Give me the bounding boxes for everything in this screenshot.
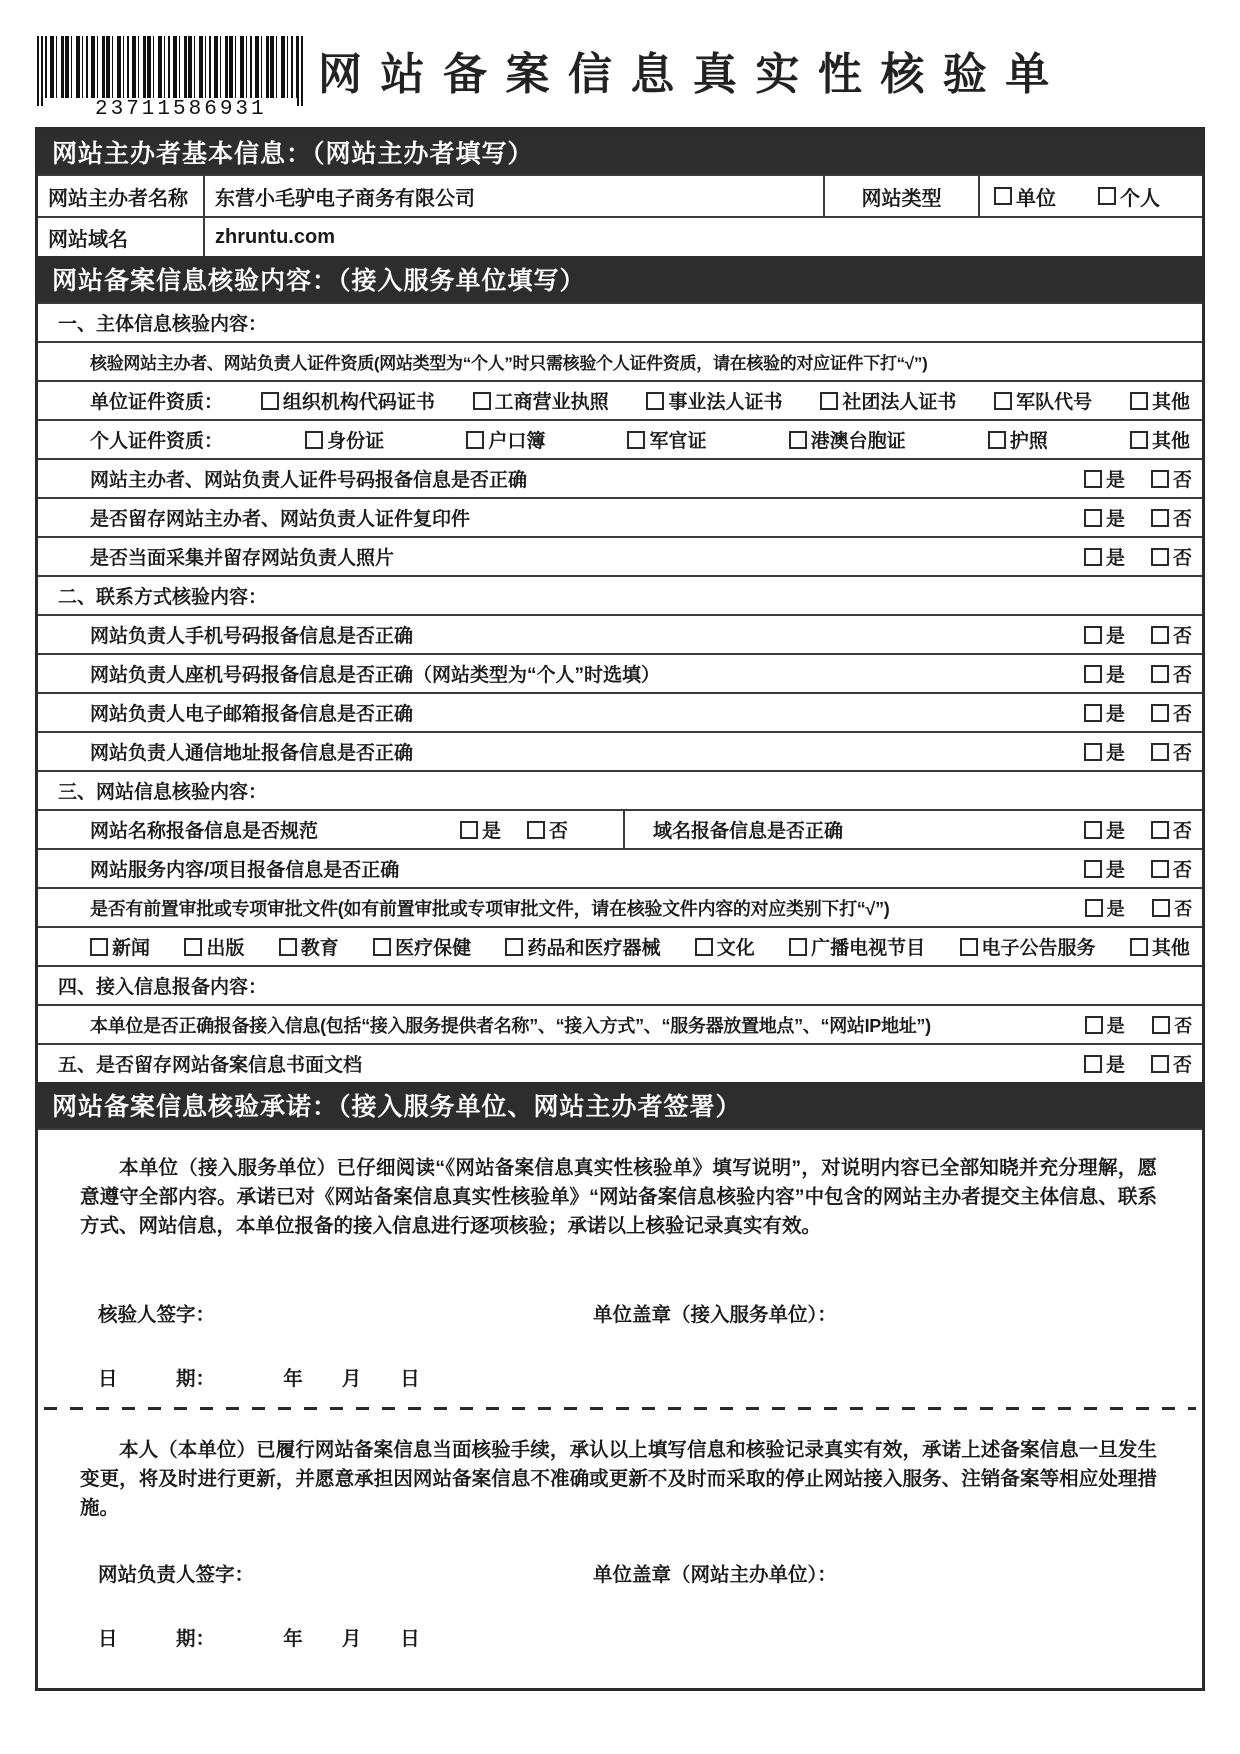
row-unit-cert xyxy=(38,380,1202,419)
option-label: 社团法人证书 xyxy=(842,392,957,413)
item-label: 网站负责人通信地址报备信息是否正确 xyxy=(90,743,414,764)
row-site-name-and-domain xyxy=(38,809,1202,848)
row-paper-document-kept xyxy=(38,1043,1202,1082)
yes-label: 是 xyxy=(1105,626,1125,647)
date-row-owner: 日 期： 年 月 日 xyxy=(98,1628,420,1650)
item-label: 是否有前置审批或专项审批文件(如有前置审批或专项审批文件，请在核验文件内容的对应类别下打“√”) xyxy=(90,898,890,919)
checkbox-yes[interactable] xyxy=(1085,899,1103,917)
option-label: 医疗保健 xyxy=(395,938,472,959)
option-label: 其他 xyxy=(1151,392,1190,413)
yes-no-group xyxy=(1084,1050,1202,1077)
yes-no-group xyxy=(1084,855,1202,882)
yes-no-group xyxy=(1084,543,1202,570)
no-label: 否 xyxy=(1172,743,1192,764)
checkbox-yes[interactable] xyxy=(1084,626,1102,644)
row-address-correct xyxy=(38,731,1202,770)
yes-label: 是 xyxy=(1106,898,1125,919)
promise-section xyxy=(38,1128,1202,1688)
checkbox-no[interactable] xyxy=(1151,548,1169,566)
site-type-options xyxy=(978,176,1202,216)
site-manager-signature-label: 网站负责人签字： xyxy=(98,1564,255,1586)
yes-no-group xyxy=(1084,660,1202,687)
checkbox-yes[interactable] xyxy=(1084,821,1102,839)
yes-label: 是 xyxy=(481,821,501,842)
checkbox-education[interactable] xyxy=(279,938,297,956)
no-label: 否 xyxy=(1172,626,1192,647)
no-label: 否 xyxy=(548,821,568,842)
option-label: 文化 xyxy=(716,938,755,959)
heading-subject-info: 一、主体信息核验内容： xyxy=(38,302,1202,341)
date-row-isp: 日 期： 年 月 日 xyxy=(98,1368,420,1390)
checkbox-id-card[interactable] xyxy=(305,431,323,449)
option-label: 其他 xyxy=(1151,431,1190,452)
checkbox-news[interactable] xyxy=(90,938,108,956)
yes-label: 是 xyxy=(1105,704,1125,725)
yes-label: 是 xyxy=(1105,548,1125,569)
checkbox-no[interactable] xyxy=(1151,821,1169,839)
option-label: 电子公告服务 xyxy=(981,938,1096,959)
yes-label: 是 xyxy=(1105,821,1125,842)
checkbox-hk-macau-taiwan-id[interactable] xyxy=(789,431,807,449)
option-label: 出版 xyxy=(206,938,245,959)
option-label: 新闻 xyxy=(112,938,151,959)
yes-no-group xyxy=(1085,1012,1202,1038)
item-label: 是否留存网站主办者、网站负责人证件复印件 xyxy=(90,509,471,530)
no-label: 否 xyxy=(1172,470,1192,491)
yes-label: 是 xyxy=(1105,509,1125,530)
checkbox-military-code[interactable] xyxy=(994,392,1012,410)
option-label: 户口簿 xyxy=(488,431,546,452)
checkbox-no[interactable] xyxy=(1151,470,1169,488)
section-bar-owner-info: 网站主办者基本信息：（网站主办者填写） xyxy=(38,130,1202,174)
option-label: 教育 xyxy=(300,938,339,959)
yes-label: 是 xyxy=(1105,860,1125,881)
checkbox-yes[interactable] xyxy=(1084,509,1102,527)
item-label: 网站负责人座机号码报备信息是否正确（网站类型为“个人”时选填） xyxy=(90,665,661,686)
item-label: 本单位是否正确报备接入信息(包括“接入服务提供者名称”、“接入方式”、“服务器放置地点”、“网站IP地址”) xyxy=(90,1015,931,1036)
domain-label: 网站域名 xyxy=(48,228,128,251)
option-label: 护照 xyxy=(1009,431,1048,452)
checkbox-unit-other[interactable] xyxy=(1130,392,1148,410)
no-label: 否 xyxy=(1172,704,1192,725)
item-label: 网站负责人电子邮箱报备信息是否正确 xyxy=(90,704,414,725)
yes-label: 是 xyxy=(1105,1055,1125,1076)
heading-website-info: 三、网站信息核验内容： xyxy=(38,770,1202,809)
site-type-unit-label: 单位 xyxy=(1016,187,1056,210)
checkbox-publishing[interactable] xyxy=(184,938,202,956)
item-label: 五、是否留存网站备案信息书面文档 xyxy=(58,1055,363,1076)
row-approval-categories xyxy=(38,926,1202,965)
site-type-personal-label: 个人 xyxy=(1120,187,1160,210)
yes-no-group xyxy=(460,816,623,843)
sign-row-verifier xyxy=(38,1299,1202,1327)
personal-cert-label: 个人证件资质： xyxy=(90,431,224,452)
isp-seal-label: 单位盖章（接入服务单位）： xyxy=(593,1304,837,1326)
checkbox-culture[interactable] xyxy=(695,938,713,956)
owner-seal-label: 单位盖章（网站主办单位）： xyxy=(593,1564,837,1586)
option-label: 军官证 xyxy=(649,431,707,452)
item-label: 网站名称报备信息是否规范 xyxy=(90,821,319,842)
dashed-divider xyxy=(44,1407,1196,1410)
yes-label: 是 xyxy=(1105,743,1125,764)
option-label: 广播电视节目 xyxy=(811,938,926,959)
item-label: 是否当面采集并留存网站负责人照片 xyxy=(90,548,395,569)
item-label: 网站负责人手机号码报备信息是否正确 xyxy=(90,626,414,647)
domain-value: zhruntu.com xyxy=(203,218,1202,256)
checkbox-no[interactable] xyxy=(1151,509,1169,527)
checkbox-association-cert[interactable] xyxy=(820,392,838,410)
promise-paragraph-owner: 本人（本单位）已履行网站备案信息当面核验手续，承认以上填写信息和核验记录真实有效，承诺上述备案信息一旦发生变更，将及时进行更新，并愿意承担因网站备案信息不准确或更新不及时而采取的停止网站接入服务、注销备案等相应处理措施。 xyxy=(80,1439,1157,1519)
page-title: 网站备案信息真实性核验单 xyxy=(318,50,1068,99)
item-label: 网站主办者、网站负责人证件号码报备信息是否正确 xyxy=(90,470,528,491)
checkbox-personal-other[interactable] xyxy=(1130,431,1148,449)
domain-item xyxy=(623,811,1202,848)
option-label: 事业法人证书 xyxy=(668,392,783,413)
yes-no-group xyxy=(1084,699,1202,726)
section-bar-promise: 网站备案信息核验承诺：（接入服务单位、网站主办者签署） xyxy=(38,1082,1202,1128)
row-landline-correct xyxy=(38,653,1202,692)
heading-access-info: 四、接入信息报备内容： xyxy=(38,965,1202,1004)
checkbox-no[interactable] xyxy=(1151,665,1169,683)
checkbox-yes[interactable] xyxy=(460,821,478,839)
no-label: 否 xyxy=(1174,1015,1192,1036)
yes-no-group xyxy=(1084,738,1202,765)
row-service-content-correct xyxy=(38,848,1202,887)
promise-paragraph-isp: 本单位（接入服务单位）已仔细阅读“《网站备案信息真实性核验单》填写说明”，对说明内容已全部知晓并充分理解，愿意遵守全部内容。承诺已对《网站备案信息真实性核验单》“网站备案信息核验内容”中包含的网站主办者提交主体信息、联系方式、网站信息，本单位报备的接入信息进行逐项核验；承诺以上核验记录真实有效。 xyxy=(80,1157,1157,1237)
row-domain xyxy=(38,216,1202,256)
site-name-item xyxy=(38,811,623,848)
checkbox-yes[interactable] xyxy=(1084,860,1102,878)
subject-note: 核验网站主办者、网站负责人证件资质(网站类型为“个人”时只需核验个人证件资质，请在核验的对应证件下打“√”) xyxy=(38,341,1202,380)
checkbox-no[interactable] xyxy=(1151,626,1169,644)
option-label: 军队代号 xyxy=(1016,392,1093,413)
item-label: 网站服务内容/项目报备信息是否正确 xyxy=(90,860,400,881)
yes-label: 是 xyxy=(1106,1015,1125,1036)
no-label: 否 xyxy=(1172,665,1192,686)
no-label: 否 xyxy=(1172,509,1192,530)
row-photo-collected xyxy=(38,536,1202,575)
checkbox-yes[interactable] xyxy=(1084,470,1102,488)
checkbox-no[interactable] xyxy=(1151,1055,1169,1073)
checkbox-broadcast-tv[interactable] xyxy=(789,938,807,956)
option-label: 工商营业执照 xyxy=(494,392,609,413)
no-label: 否 xyxy=(1172,548,1192,569)
checkbox-military-id[interactable] xyxy=(627,431,645,449)
checkbox-no[interactable] xyxy=(1151,743,1169,761)
row-pre-approval xyxy=(38,887,1202,926)
section-bar-verify-content: 网站备案信息核验内容：（接入服务单位填写） xyxy=(38,256,1202,302)
verifier-signature-label: 核验人签字： xyxy=(98,1304,216,1326)
form-header xyxy=(35,0,1205,127)
checkbox-bbs-service[interactable] xyxy=(960,938,978,956)
checkbox-no[interactable] xyxy=(1152,1016,1170,1034)
checkbox-yes[interactable] xyxy=(1084,1055,1102,1073)
barcode-number: 23711586931 xyxy=(95,98,267,121)
checkbox-category-other[interactable] xyxy=(1130,938,1148,956)
checkbox-drugs-devices[interactable] xyxy=(505,938,523,956)
owner-name-label: 网站主办者名称 xyxy=(48,187,188,210)
checkbox-yes[interactable] xyxy=(1084,743,1102,761)
checkbox-org-code-cert[interactable] xyxy=(261,392,279,410)
yes-no-group xyxy=(1084,816,1202,843)
option-label: 港澳台胞证 xyxy=(810,431,906,452)
heading-contact-info: 二、联系方式核验内容： xyxy=(38,575,1202,614)
row-cert-copy-kept xyxy=(38,497,1202,536)
form-table xyxy=(35,127,1205,1691)
yes-no-group xyxy=(1085,895,1202,921)
checkbox-institution-cert[interactable] xyxy=(646,392,664,410)
row-access-info-correct xyxy=(38,1004,1202,1043)
checkbox-yes[interactable] xyxy=(1084,704,1102,722)
yes-no-group xyxy=(1084,465,1202,492)
yes-label: 是 xyxy=(1105,665,1125,686)
row-personal-cert xyxy=(38,419,1202,458)
barcode-image xyxy=(45,36,297,98)
checkbox-no[interactable] xyxy=(1152,899,1170,917)
yes-no-group xyxy=(1084,504,1202,531)
checkbox-no[interactable] xyxy=(527,821,545,839)
checkbox-yes[interactable] xyxy=(1085,1016,1103,1034)
checkbox-no[interactable] xyxy=(1151,860,1169,878)
checkbox-business-license[interactable] xyxy=(473,392,491,410)
item-label: 域名报备信息是否正确 xyxy=(653,821,844,842)
yes-no-group xyxy=(1084,621,1202,648)
no-label: 否 xyxy=(1174,898,1192,919)
owner-name-value: 东营小毛驴电子商务有限公司 xyxy=(203,176,823,216)
no-label: 否 xyxy=(1172,860,1192,881)
row-owner-name xyxy=(38,174,1202,216)
no-label: 否 xyxy=(1172,821,1192,842)
checkbox-passport[interactable] xyxy=(988,431,1006,449)
checkbox-site-type-unit[interactable] xyxy=(994,187,1012,205)
unit-cert-label: 单位证件资质： xyxy=(90,392,224,413)
option-label: 身份证 xyxy=(327,431,385,452)
checkbox-healthcare[interactable] xyxy=(373,938,391,956)
checkbox-yes[interactable] xyxy=(1084,548,1102,566)
sign-row-site-manager xyxy=(38,1559,1202,1587)
checkbox-site-type-personal[interactable] xyxy=(1098,187,1116,205)
checkbox-yes[interactable] xyxy=(1084,665,1102,683)
option-label: 药品和医疗器械 xyxy=(527,938,661,959)
row-email-correct xyxy=(38,692,1202,731)
yes-label: 是 xyxy=(1105,470,1125,491)
option-label: 组织机构代码证书 xyxy=(282,392,435,413)
option-label: 其他 xyxy=(1151,938,1190,959)
checkbox-household-register[interactable] xyxy=(466,431,484,449)
site-type-label: 网站类型 xyxy=(823,176,978,216)
no-label: 否 xyxy=(1172,1055,1192,1076)
checkbox-no[interactable] xyxy=(1151,704,1169,722)
row-mobile-correct xyxy=(38,614,1202,653)
row-cert-number-correct xyxy=(38,458,1202,497)
